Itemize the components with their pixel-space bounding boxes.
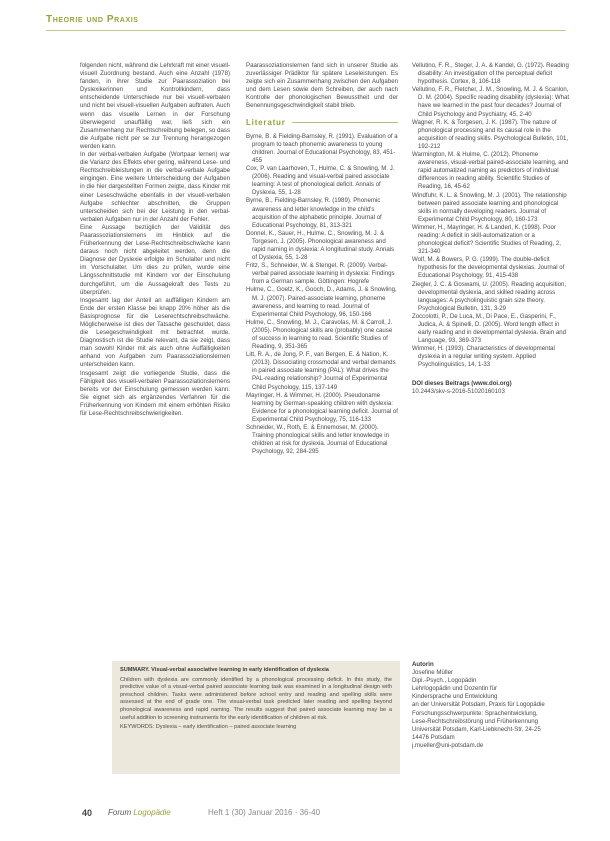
author-line: Dipl.-Psych., Logopädin xyxy=(412,677,477,685)
reference-entry: Wolf, M. & Bowers, P. G. (1999). The double-deficit hypothesis for the developmental dyslexias. Journal of Educational Psychology, 91, 415-438 xyxy=(412,256,565,280)
body-paragraph: Insgesamt zeigt die vorliegende Studie, dass die Fähigkeit des visuell-verbalen Paarassoziationslernens bereits vor der Einschulung gemessen werden kann. Sie eignet sich als ergänzendes Verfahren für die Früherkennung von Kindern mit einem erhöhten Risiko für Lese-Rechtschreibschwierigkeiten. xyxy=(80,369,230,418)
body-column-3 xyxy=(412,62,570,396)
body-paragraph: Insgesamt lag der Anteil an auffälligen Kindern am Ende der ersten Klasse bei knapp 20% höher als die Basisprognose für die Leserechtschreibschwäche. Möglicherweise ist dies der Tatsache geschuldet, dass die Lesegeschwindigkeit mit betrachtet wurde. Diagnostisch ist die Studie relevant, da sie zeigt, dass man sowohl Kinder mit als auch ohne Auffälligkeiten anhand von Aufgaben zum Paarassoziationslernen unterscheiden kann. xyxy=(80,296,230,369)
reference-entry: Wimmer, H. (1993). Characteristics of developmental dyslexia in a regular writing system. Applied Psycholinguistics, 14, 1-33 xyxy=(412,345,555,369)
reference-entry: Byrne, B. & Fielding-Barnsley, R. (1991). Evaluation of a program to teach phonemic awareness to young children. Journal of Educational Psychology, 83, 451-455 xyxy=(246,132,398,164)
author-line: Kindersprache und Entwicklung xyxy=(412,693,498,701)
issue-info: Heft 1 (30) Januar 2016 · 36-40 xyxy=(208,808,321,817)
body-column-2 xyxy=(246,62,398,456)
reference-entry: Mayringer, H. & Wimmer, H. (2000). Pseudoname learning by German-speaking children with dyslexia: Evidence for a phonological learning deficit. Journal of Experimental Child Psychology, 75, 116-133 xyxy=(246,391,399,423)
section-title: Theorie und Praxis xyxy=(46,14,139,25)
doi-block xyxy=(412,380,570,396)
author-box xyxy=(412,661,570,750)
reference-entry: Ziegler, J. C. & Goswami, U. (2005). Reading acquisition, developmental dyslexia, and skilled reading across languages: A psycholinguistic grain size theory. Psychological Bulletin, 131, 3-29 xyxy=(412,280,567,312)
journal-prefix: Forum xyxy=(108,808,134,817)
journal-brand: Logopädie xyxy=(133,808,171,817)
doi-link[interactable]: 10.2443/skv-s-2016-51020160103 xyxy=(412,387,505,395)
body-paragraph: Paarassoziationslernen fand sich in unserer Studie als zuverlässiger Prädiktor für spätere Leseleistungen. Es zeigte sich ein Zusammenhang zwischen den Aufgaben und dem Lesen sowie dem Schreiben, der auch nach Kontrolle der phonologischen Bewusstheit und der Benennungsgeschwindigkeit stabil blieb. xyxy=(246,62,398,110)
reference-entry: Cox, P. van Laarhoven, T., Hulme, C. & Snowling, M. J. (2006). Reading and visual-verbal paired associate learning: A test of phonological deficit. Annals of Dyslexia, 55, 1-28 xyxy=(246,165,395,197)
literature-heading-label: Literatur xyxy=(246,117,286,127)
reference-entry: Hulme, C., Goetz, K., Gooch, D., Adams, J. & Snowling, M. J. (2007). Paired-associate learning, phoneme awareness, and learning to read. Journal of Experimental Child Psychology, 96, 150-166 xyxy=(246,286,397,318)
reference-entry: Schneider, W., Roth, E. & Ennemoser, M. (2000). Training phonological skills and letter knowledge in children at risk for dyslexia. Journal of Educational Psychology, 92, 284-295 xyxy=(246,424,389,456)
body-column-1 xyxy=(80,62,230,418)
reference-entry: Donnel, K., Sauer, H., Hulme, C., Snowling, M. J. & Torgesen, J. (2005). Phonological awareness and rapid naming in dyslexia: A longitudinal study. Annals of Dyslexia, 55, 1-28 xyxy=(246,229,395,262)
body-paragraph: In der verbal-verbalen Aufgabe (Wortpaar lernen) war die Varianz des Effekts eher gering, während Lese- und Rechtschreibleistungen in die verbal-verbale Aufgabe eingingen. Eine weitere Unterscheidung der Aufgaben in die hier dargestellten Formen zeigte, dass Kinder mit einer Leseschwäche ebenfalls in der visuell-verbalen Aufgabe schlechter abschnitten, die Gruppen unterscheiden sich bei der Leistung in den verbal-verbalen Aufgaben nur in der Anzahl der Fehler. xyxy=(80,151,230,223)
reference-entry: Hulme, C., Snowling, M. J., Caravolas, M. & Carroll, J. (2005). Phonological skills are (probably) one cause of success in learning to read. Scientific Studies of Reading, 9, 351-365 xyxy=(246,318,393,351)
summary-title: SUMMARY. Visual-verbal associative learning in early identification of dyslexia xyxy=(120,667,329,673)
author-email[interactable]: j.mueller@uni-potsdam.de xyxy=(412,741,484,749)
summary-box xyxy=(112,661,400,774)
summary-body: Children with dyslexia are commonly identified by a phonological processing deficit. In this study, the predictive value of a visual-verbal paired associate learning task was examined in a longitudinal design with preschool children. Tasks were administered before school entry and reading and spelling skills were assessed at the end of grade one. The visual-verbal task predicted later reading and spelling beyond phonological awareness and rapid naming. The results suggest that paired associate learning may be a useful addition to screening instruments for the early identification of children at risk. xyxy=(120,676,392,721)
author-heading: Autorin xyxy=(412,661,434,668)
author-line: Lese-Rechtschreibstörung und Früherkennung xyxy=(412,717,539,725)
reference-entry: Byrne, B., Fielding-Barnsley, R. (1989). Phonemic awareness and letter knowledge in the child's acquisition of the alphabetic principle. Journal of Educational Psychology, 81, 313-321 xyxy=(246,197,382,229)
page-header xyxy=(0,0,610,34)
reference-entry: Vellutino, F. R., Fletcher, J. M., Snowling, M. J. & Scanlon, D. M. (2004). Specific reading disability (dyslexia): What have we learned in the past four decades? Journal of Child Psychology and Psychiatry, 45, 2-40 xyxy=(412,86,570,118)
page-footer xyxy=(60,808,560,822)
reference-entry: Fritz, S., Schneider, W. & Stengel, R. (2009). Verbal-verbal paired associate learning in dyslexia: Findings from a German sample. Göttingen: Hogrefe xyxy=(246,262,395,286)
literature-heading xyxy=(246,119,398,127)
body-paragraph: folgenden nicht, während die Lehrkraft mit einer visuell-visuell Zuordnung bestand. Auch eine Anzahl (1978) fanden, in ihrer Studie zur Paarassoziation bei Dyslexikerinnen und Kontrollkindern, dass entscheidende Unterschiede nur bei visuell-verbalen und nicht bei visuell-visuellen Aufgaben auftraten. Auch wenn das visuelle Lernen in der Forschung überwiegend unauffällig war, ließ sich ein Zusammenhang zur Rechtschreibung belegen, so dass die Aufgabe nicht per se zur Trennung herangezogen werden kann. xyxy=(80,62,230,150)
body-paragraph: Eine Aussage bezüglich der Validität des Paarassoziationslernens im Hinblick auf die Früherkennung der Lese-Rechtschreibschwäche kann daraus noch nicht abgeleitet werden, denn die Diagnose der Dyslexie erfolgte im Schulalter und nicht im Vorschulalter. Um dies zu prüfen, wurde eine Längsschnittstudie mit Kindern vor der Einschulung durchgeführt, um die Aussagekraft des Tests zu überprüfen. xyxy=(80,223,230,296)
reference-entry: Windfuhr, K. L. & Snowling, M. J. (2001). The relationship between paired associate learning and phonological skills in normally developing readers. Journal of Experimental Child Psychology, 80, 160-173 xyxy=(412,191,567,223)
reference-entry: Wimmer, H., Mayringer, H. & Landerl, K. (1998). Poor reading: A deficit in skill-automatization or a phonological deficit? Scientific Studies of Reading, 2, 321-340 xyxy=(412,223,561,256)
reference-entry: Wagner, R. K. & Torgesen, J. K. (1987). The nature of phonological processing and its causal role in the acquisition of reading skills. Psychological Bulletin, 101, 192-212 xyxy=(412,118,569,150)
reference-entry: Vellutino, F. R., Steger, J. A. & Kandel, G. (1972). Reading disability: An investigation of the perceptual deficit hypothesis. Cortex, 8, 106-118 xyxy=(412,62,569,86)
author-line: Josefine Müller xyxy=(412,669,453,677)
page-number: 40 xyxy=(82,808,93,818)
reference-entry: Warmington, M. & Hulme, C. (2012). Phoneme awareness, visual-verbal paired-associate learning, and rapid automatized naming as predictors of individual differences in reading ability. Scientific Studies of Reading, 16, 45-62 xyxy=(412,151,569,191)
reference-entry: Litt, R. A., de Jong, P. F., van Bergen, E. & Nation, K. (2013). Dissociating crossmodal and verbal demands in paired associate learning (PAL): What drives the PAL-reading relationship? Journal of Experimental Child Psychology, 115, 137-149 xyxy=(246,351,396,391)
journal-name xyxy=(108,808,171,817)
author-line: an der Universität Potsdam, Praxis für Logopädie xyxy=(412,701,545,709)
author-line: Lehrlogopädin und Dozentin für xyxy=(412,685,498,693)
author-line: 14476 Potsdam xyxy=(412,733,455,741)
author-line: Universität Potsdam, Karl-Liebknecht-Str. 24-25 xyxy=(412,725,541,733)
author-line: Forschungsschwerpunkte: Sprachentwicklung, xyxy=(412,709,538,717)
heading-rule xyxy=(292,122,398,123)
reference-entry: Zoccolotti, P., De Luca, M., Di Pace, E., Gasperini, F., Judica, A. & Spinelli, D. (2005). Word length effect in early reading and in developmental dyslexia. Brain and Language, 93, 369-373 xyxy=(412,312,567,345)
header-divider xyxy=(46,30,566,31)
summary-keywords: KEYWORDS: Dyslexia – early identification – paired associate learning xyxy=(120,724,297,731)
doi-heading: DOI dieses Beitrags (www.doi.org) xyxy=(412,379,512,387)
